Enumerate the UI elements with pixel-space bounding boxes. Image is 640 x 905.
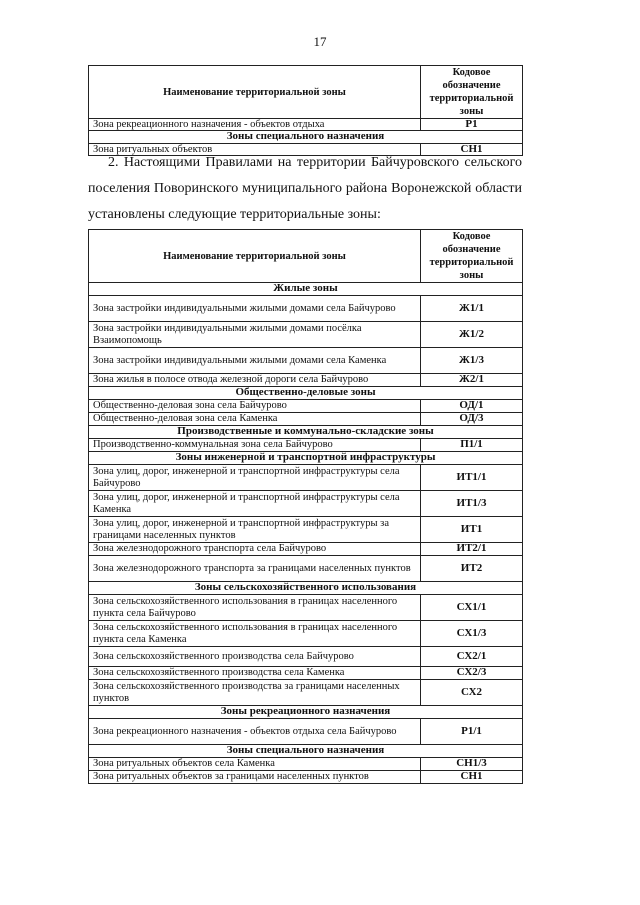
zone-name: Зона застройки индивидуальными жилыми домами села Каменка bbox=[89, 348, 421, 374]
section-row bbox=[89, 452, 523, 465]
section-row bbox=[89, 131, 523, 143]
table-row bbox=[89, 119, 523, 131]
table-row bbox=[89, 465, 523, 491]
zone-name: Зона застройки индивидуальными жилыми домами села Байчурово bbox=[89, 296, 421, 322]
zone-code: Ж2/1 bbox=[421, 374, 523, 387]
table-header-row bbox=[89, 230, 523, 283]
zone-code: СН1 bbox=[421, 143, 523, 155]
zone-name: Зона ритуальных объектов села Каменка bbox=[89, 758, 421, 771]
zone-code: СХ2 bbox=[421, 680, 523, 706]
zone-name: Зона сельскохозяйственного производства за границами населенных пунктов bbox=[89, 680, 421, 706]
header-zone-code: Кодовое обозначение территориальной зоны bbox=[421, 230, 523, 283]
zone-code: ИТ1/1 bbox=[421, 465, 523, 491]
zone-name: Зона рекреационного назначения - объектов отдыха bbox=[89, 119, 421, 131]
zone-code: ОД/1 bbox=[421, 400, 523, 413]
zone-name: Зона железнодорожного транспорта села Байчурово bbox=[89, 543, 421, 556]
zone-name: Производственно-коммунальная зона села Байчурово bbox=[89, 439, 421, 452]
zone-name: Общественно-деловая зона села Байчурово bbox=[89, 400, 421, 413]
section-row bbox=[89, 426, 523, 439]
section-title: Зоны специального назначения bbox=[89, 131, 523, 143]
table-row bbox=[89, 771, 523, 784]
zone-name: Зона застройки индивидуальными жилыми домами посёлка Взаимопомощь bbox=[89, 322, 421, 348]
table-row bbox=[89, 517, 523, 543]
section-row bbox=[89, 283, 523, 296]
section-row bbox=[89, 745, 523, 758]
table-row bbox=[89, 758, 523, 771]
zone-name: Зона улиц, дорог, инженерной и транспортной инфраструктуры за границами населенных пунктов bbox=[89, 517, 421, 543]
header-zone-name: Наименование территориальной зоны bbox=[89, 230, 421, 283]
zone-name: Зона рекреационного назначения - объектов отдыха села Байчурово bbox=[89, 719, 421, 745]
zone-code: ИТ1/3 bbox=[421, 491, 523, 517]
table-row bbox=[89, 556, 523, 582]
table-row bbox=[89, 400, 523, 413]
table-row bbox=[89, 296, 523, 322]
header-zone-code: Кодовое обозначение территориальной зоны bbox=[421, 66, 523, 119]
header-zone-name: Наименование территориальной зоны bbox=[89, 66, 421, 119]
section-title: Зоны инженерной и транспортной инфраструктуры bbox=[89, 452, 523, 465]
zone-name: Общественно-деловая зона села Каменка bbox=[89, 413, 421, 426]
zone-name: Зона ритуальных объектов bbox=[89, 143, 421, 155]
zone-name: Зона сельскохозяйственного производства села Каменка bbox=[89, 667, 421, 680]
table-header-row bbox=[89, 66, 523, 119]
table-row bbox=[89, 439, 523, 452]
zone-code: СХ1/1 bbox=[421, 595, 523, 621]
zone-code: СХ1/3 bbox=[421, 621, 523, 647]
section-title: Жилые зоны bbox=[89, 283, 523, 296]
section-title: Производственные и коммунально-складские зоны bbox=[89, 426, 523, 439]
zone-code: Р1/1 bbox=[421, 719, 523, 745]
zone-name: Зона улиц, дорог, инженерной и транспортной инфраструктуры села Каменка bbox=[89, 491, 421, 517]
table-row bbox=[89, 667, 523, 680]
zone-code: СН1/3 bbox=[421, 758, 523, 771]
zone-code: ИТ1 bbox=[421, 517, 523, 543]
table-row bbox=[89, 491, 523, 517]
section-title: Зоны специального назначения bbox=[89, 745, 523, 758]
table-row bbox=[89, 719, 523, 745]
table-row bbox=[89, 595, 523, 621]
zone-name: Зона жилья в полосе отвода железной дороги села Байчурово bbox=[89, 374, 421, 387]
zones-table-continuation bbox=[88, 65, 523, 156]
zone-code: Ж1/1 bbox=[421, 296, 523, 322]
zone-code: Ж1/3 bbox=[421, 348, 523, 374]
zone-name: Зона сельскохозяйственного использования в границах населенного пункта села Каменка bbox=[89, 621, 421, 647]
section-title: Зоны рекреационного назначения bbox=[89, 706, 523, 719]
table-row bbox=[89, 322, 523, 348]
table-row bbox=[89, 543, 523, 556]
zones-table bbox=[88, 229, 523, 784]
zone-code: ИТ2 bbox=[421, 556, 523, 582]
page-number: 17 bbox=[313, 34, 327, 49]
zone-code: Ж1/2 bbox=[421, 322, 523, 348]
zone-name: Зона сельскохозяйственного производства села Байчурово bbox=[89, 647, 421, 667]
section-row bbox=[89, 706, 523, 719]
table-row bbox=[89, 413, 523, 426]
intro-paragraph: 2. Настоящими Правилами на территории Байчуровского сельского поселения Поворинского муниципального района Воронежской области установлены следующие территориальные зоны: bbox=[88, 155, 522, 222]
zone-code: ИТ2/1 bbox=[421, 543, 523, 556]
zone-code: Р1 bbox=[421, 119, 523, 131]
zone-name: Зона сельскохозяйственного использования в границах населенного пункта села Байчурово bbox=[89, 595, 421, 621]
zone-code: СХ2/3 bbox=[421, 667, 523, 680]
zone-code: П1/1 bbox=[421, 439, 523, 452]
section-row bbox=[89, 582, 523, 595]
zone-code: СХ2/1 bbox=[421, 647, 523, 667]
table-row bbox=[89, 680, 523, 706]
zone-name: Зона железнодорожного транспорта за границами населенных пунктов bbox=[89, 556, 421, 582]
table-row bbox=[89, 621, 523, 647]
zone-name: Зона ритуальных объектов за границами населенных пунктов bbox=[89, 771, 421, 784]
zone-name: Зона улиц, дорог, инженерной и транспортной инфраструктуры села Байчурово bbox=[89, 465, 421, 491]
section-row bbox=[89, 387, 523, 400]
table-row bbox=[89, 374, 523, 387]
zone-code: ОД/3 bbox=[421, 413, 523, 426]
section-title: Зоны сельскохозяйственного использования bbox=[89, 582, 523, 595]
zone-code: СН1 bbox=[421, 771, 523, 784]
table-row bbox=[89, 647, 523, 667]
section-title: Общественно-деловые зоны bbox=[89, 387, 523, 400]
table-row bbox=[89, 348, 523, 374]
